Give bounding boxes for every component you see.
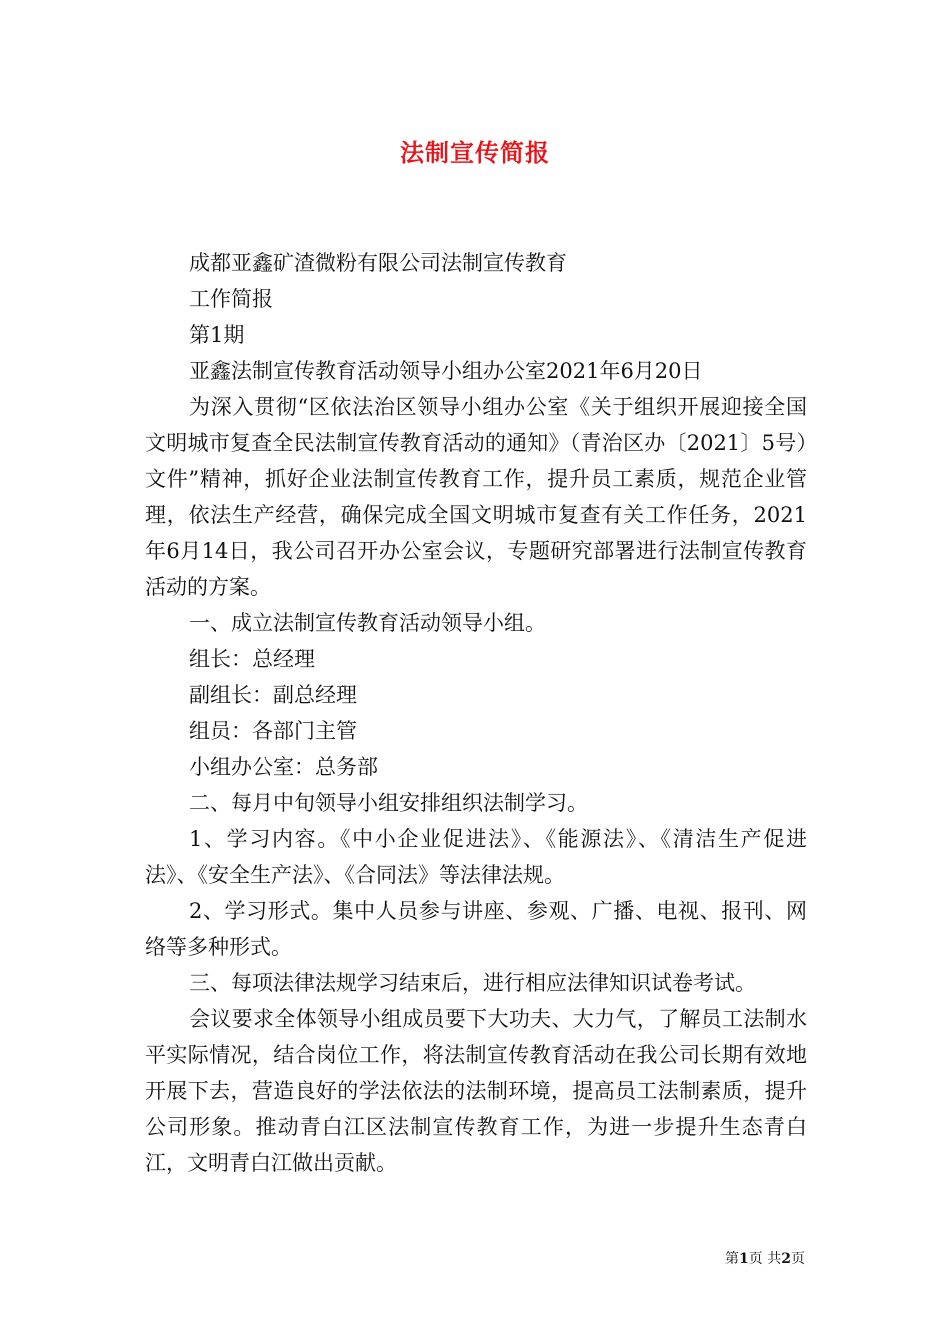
- footer-suffix: 页: [791, 1251, 805, 1267]
- paragraph-office: 小组办公室：总务部: [189, 755, 378, 779]
- paragraph-leader: 组长：总经理: [189, 647, 315, 671]
- footer-total-pages: 2: [781, 1251, 791, 1267]
- paragraph-company: 成都亚鑫矿渣微粉有限公司法制宣传教育: [189, 251, 567, 275]
- paragraph-report-type: 工作简报: [189, 287, 273, 311]
- document-body: [145, 245, 807, 1181]
- paragraph-study-content: 1、学习内容。《中小企业促进法》、《能源法》、《清洁生产促进法》、《安全生产法》、《合同法》等法律法规。: [145, 827, 807, 887]
- paragraph-issue: 第1期: [189, 323, 245, 347]
- paragraph-deputy-leader: 副组长：副总经理: [189, 683, 357, 707]
- paragraph-conclusion: 会议要求全体领导小组成员要下大功夫、大力气，了解员工法制水平实际情况，结合岗位工作，将法制宣传教育活动在我公司长期有效地开展下去，营造良好的学法依法的法制环境，提高员工法制素质，提升公司形象。推动青白江区法制宣传教育工作，为进一步提升生态青白江，文明青白江做出贡献。: [145, 1007, 807, 1175]
- paragraph-intro: 为深入贯彻“区依法治区领导小组办公室《关于组织开展迎接全国文明城市复查全民法制宣传教育活动的通知》（青治区办〔2021〕5号）文件”精神，抓好企业法制宣传教育工作，提升员工素质，规范企业管理，依法生产经营，确保完成全国文明城市复查有关工作任务，2021年6月14日，我公司召开办公室会议，专题研究部署进行法制宣传教育活动的方案。: [145, 395, 807, 599]
- paragraph-issuer-date: 亚鑫法制宣传教育活动领导小组办公室2021年6月20日: [189, 359, 703, 383]
- paragraph-section-2: 二、每月中旬领导小组安排组织法制学习。: [189, 791, 588, 815]
- paragraph-section-3: 三、每项法律法规学习结束后，进行相应法律知识试卷考试。: [189, 971, 756, 995]
- paragraph-members: 组员：各部门主管: [189, 719, 357, 743]
- footer-prefix: 第: [725, 1251, 740, 1267]
- page-footer: [725, 1248, 805, 1268]
- paragraph-study-format: 2、学习形式。集中人员参与讲座、参观、广播、电视、报刊、网络等多种形式。: [145, 899, 807, 959]
- footer-middle: 页 共: [748, 1251, 782, 1267]
- footer-page-number: 1: [739, 1251, 749, 1267]
- document-title: 法制宣传简报: [400, 138, 550, 167]
- paragraph-section-1: 一、成立法制宣传教育活动领导小组。: [189, 611, 546, 635]
